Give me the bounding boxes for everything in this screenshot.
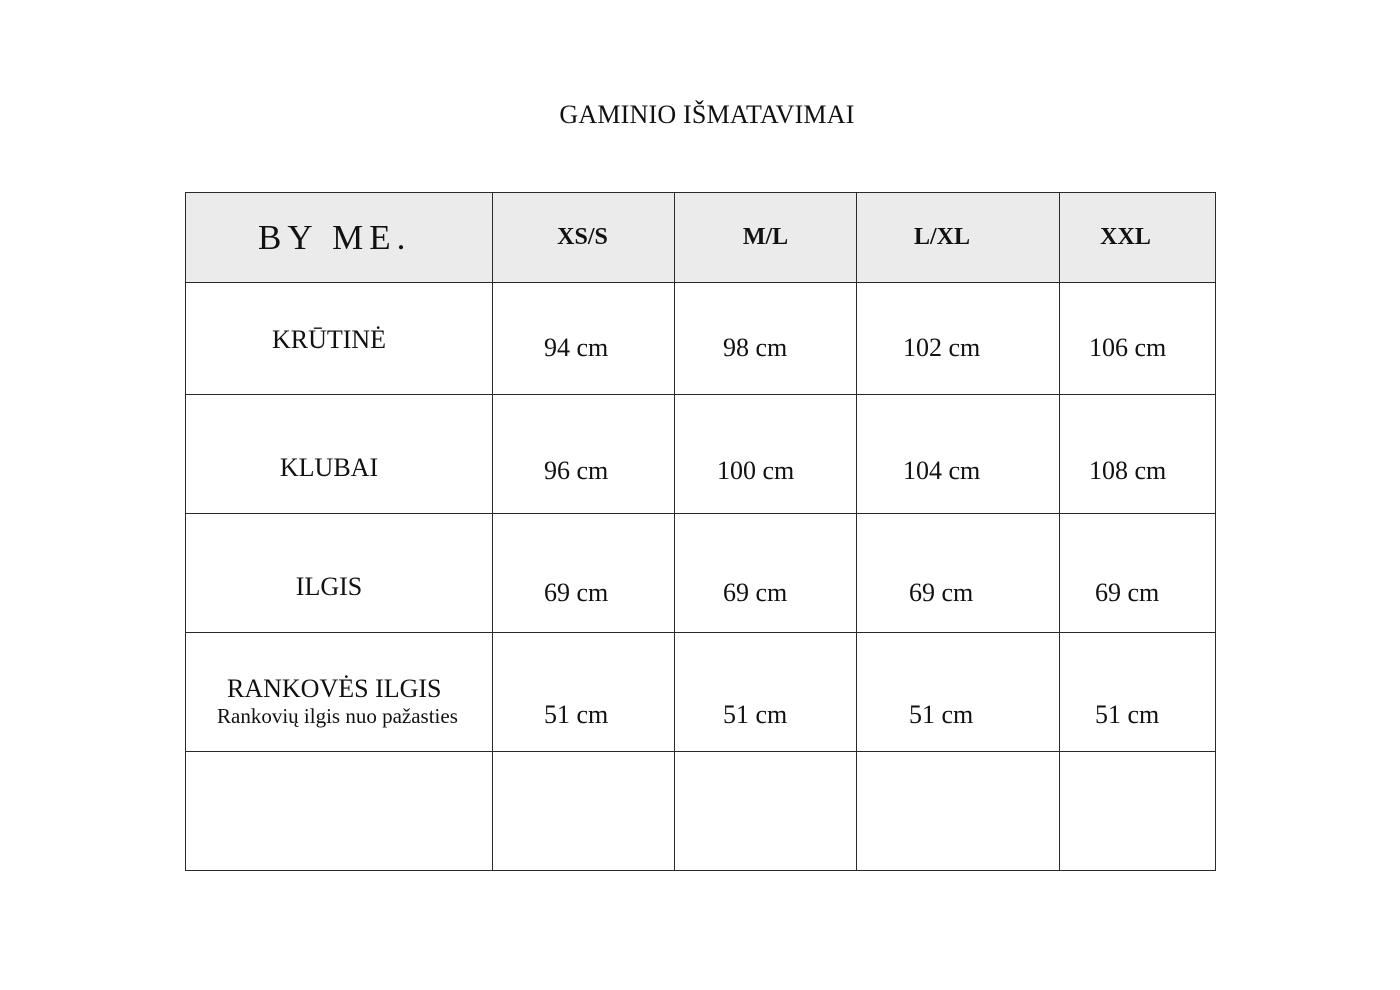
size-header-xxl: XXL <box>1060 193 1216 283</box>
table-row <box>186 514 1216 633</box>
size-header-l-xl: L/XL <box>857 193 1060 283</box>
value-cell: 51 cm <box>493 633 675 752</box>
row-label-sleeve-length: RANKOVĖS ILGIS Rankovių ilgis nuo pažasties <box>186 633 493 752</box>
size-header-xs-s: XS/S <box>493 193 675 283</box>
table-row <box>186 283 1216 395</box>
value-cell: 69 cm <box>493 514 675 633</box>
brand-logo: BY ME. <box>186 193 493 283</box>
value-cell: 96 cm <box>493 395 675 514</box>
table-row-empty <box>186 752 1216 871</box>
value-cell: 98 cm <box>675 283 857 395</box>
table-row <box>186 395 1216 514</box>
empty-cell <box>1060 752 1216 871</box>
value-cell: 104 cm <box>857 395 1060 514</box>
size-header-m-l: M/L <box>675 193 857 283</box>
empty-cell <box>186 752 493 871</box>
value-cell: 106 cm <box>1060 283 1216 395</box>
row-label-hips: KLUBAI <box>186 395 493 514</box>
row-label-chest: KRŪTINĖ <box>186 283 493 395</box>
value-cell: 108 cm <box>1060 395 1216 514</box>
empty-cell <box>857 752 1060 871</box>
value-cell: 69 cm <box>857 514 1060 633</box>
value-cell: 51 cm <box>1060 633 1216 752</box>
value-cell: 51 cm <box>675 633 857 752</box>
value-cell: 100 cm <box>675 395 857 514</box>
value-cell: 69 cm <box>675 514 857 633</box>
size-chart-table <box>185 192 1216 871</box>
row-label-length: ILGIS <box>186 514 493 633</box>
table-row <box>186 633 1216 752</box>
empty-cell <box>493 752 675 871</box>
page-title: GAMINIO IŠMATAVIMAI <box>559 100 855 129</box>
table-header-row <box>186 193 1216 283</box>
value-cell: 102 cm <box>857 283 1060 395</box>
value-cell: 94 cm <box>493 283 675 395</box>
empty-cell <box>675 752 857 871</box>
value-cell: 51 cm <box>857 633 1060 752</box>
row-sublabel-sleeve: Rankovių ilgis nuo pažasties <box>217 704 458 728</box>
value-cell: 69 cm <box>1060 514 1216 633</box>
